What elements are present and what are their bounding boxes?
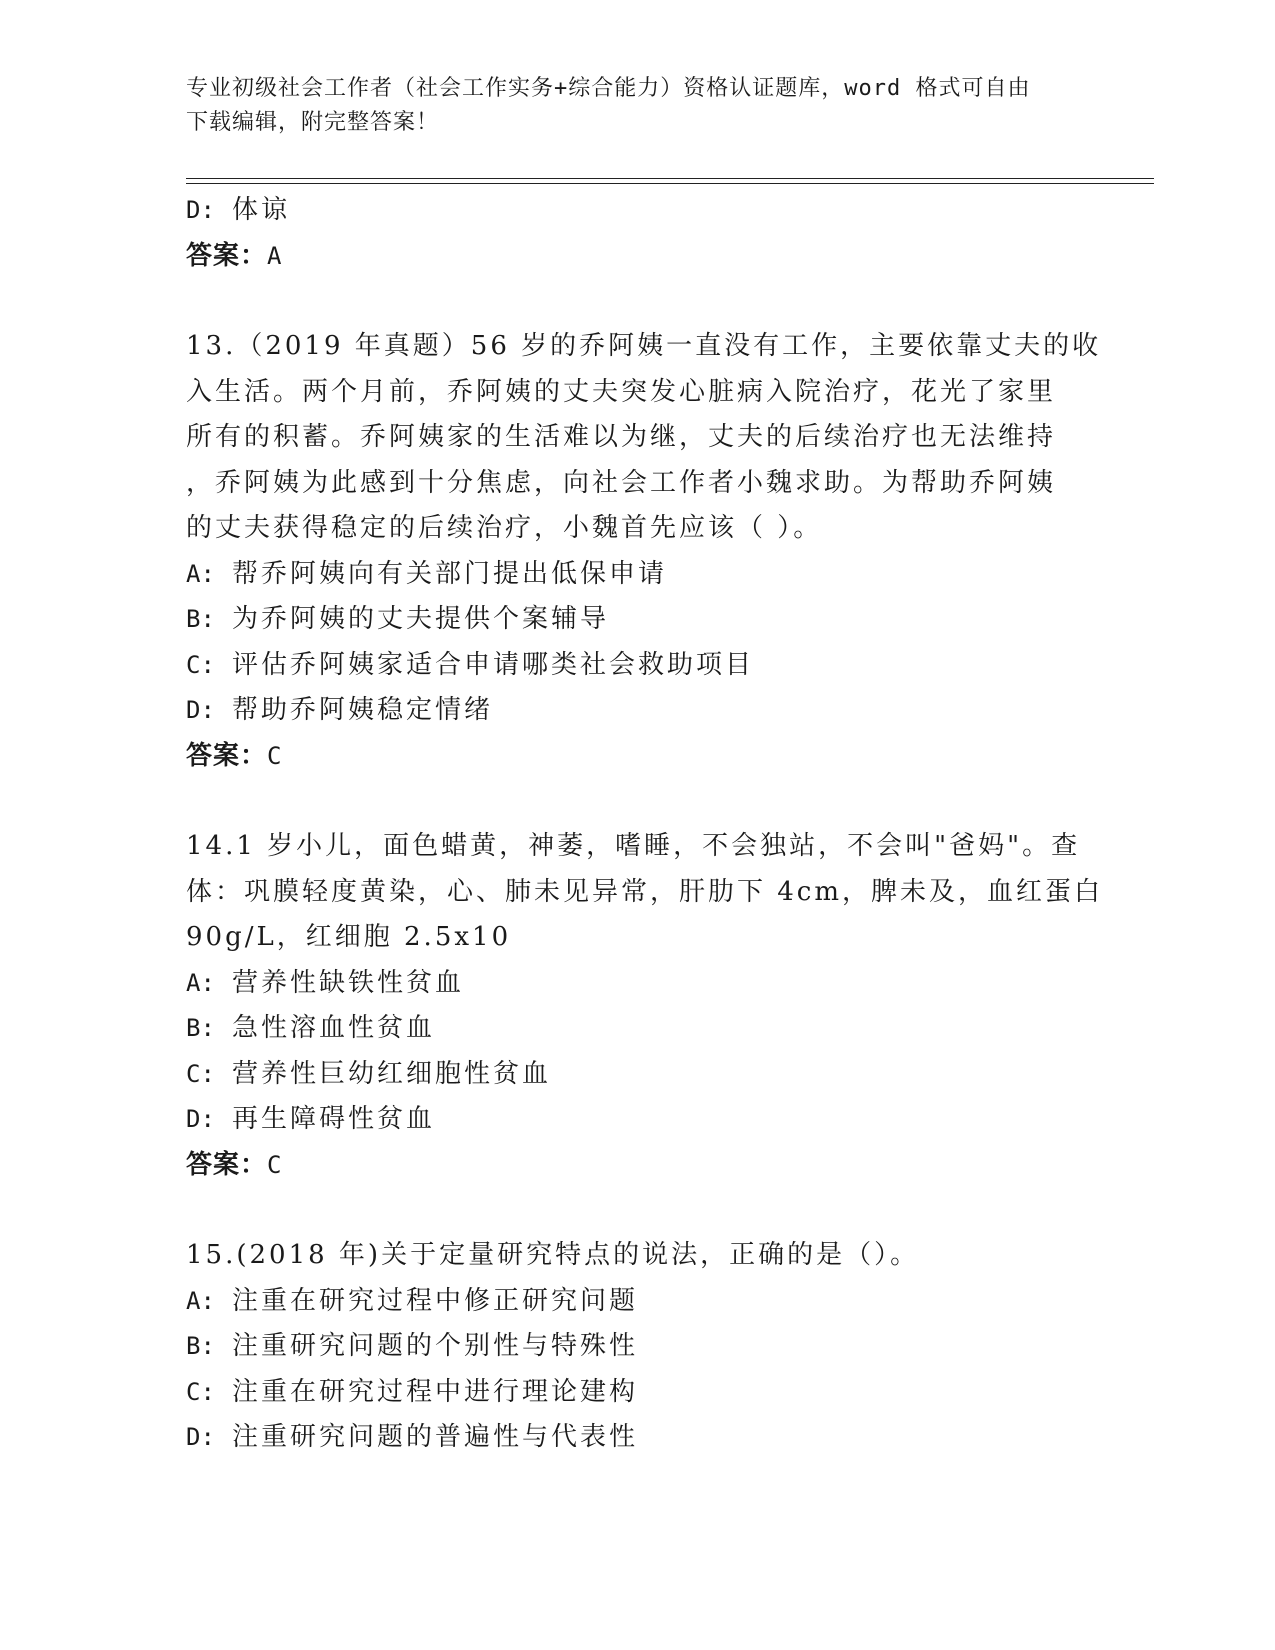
option-text: 帮乔阿姨向有关部门提出低保申请 bbox=[232, 558, 668, 589]
option-text: 注重研究问题的个别性与特殊性 bbox=[232, 1331, 639, 1361]
option-b bbox=[186, 597, 1086, 643]
option-text: 注重在研究过程中进行理论建构 bbox=[232, 1376, 639, 1407]
option-text: 营养性缺铁性贫血 bbox=[232, 967, 465, 998]
spacer bbox=[186, 1188, 1086, 1233]
spacer bbox=[186, 279, 1086, 324]
answer-label: 答案： bbox=[186, 1149, 268, 1180]
question-stem-line: 14.1 岁小儿，面色蜡黄，神萎，嗜睡，不会独站，不会叫"爸妈"。查 bbox=[186, 831, 1081, 861]
option-prefix: A: bbox=[186, 559, 215, 588]
option-text: 评估乔阿姨家适合申请哪类社会救助项目 bbox=[232, 649, 755, 680]
option-prefix: A: bbox=[186, 968, 215, 997]
question-12-tail bbox=[186, 188, 1086, 279]
answer-line bbox=[186, 1143, 1086, 1189]
option-a bbox=[186, 961, 1086, 1007]
option-c bbox=[186, 1052, 1086, 1098]
question-stem-line: 15.(2018 年)关于定量研究特点的说法，正确的是（）。 bbox=[186, 1240, 920, 1270]
header-divider-top bbox=[186, 178, 1154, 179]
option-c bbox=[186, 643, 1086, 689]
option-a bbox=[186, 1279, 1086, 1325]
option-text: 帮助乔阿姨稳定情绪 bbox=[232, 695, 494, 725]
question-stem-line: 入生活。两个月前，乔阿姨的丈夫突发心脏病入院治疗，花光了家里 bbox=[186, 376, 1057, 407]
question-stem-line: 所有的积蓄。乔阿姨家的生活难以为继，丈夫的后续治疗也无法维持 bbox=[186, 422, 1057, 452]
option-text: 注重在研究过程中修正研究问题 bbox=[232, 1285, 639, 1316]
question-14 bbox=[186, 824, 1104, 1188]
option-a bbox=[186, 552, 1086, 598]
option-d bbox=[186, 1097, 1086, 1143]
option-prefix: C: bbox=[186, 1059, 215, 1088]
answer-value: A bbox=[267, 241, 283, 270]
question-13 bbox=[186, 324, 1102, 779]
option-text: 为乔阿姨的丈夫提供个案辅导 bbox=[232, 604, 610, 634]
option-d bbox=[186, 688, 1086, 734]
option-prefix: B: bbox=[186, 605, 215, 633]
option-prefix: D: bbox=[186, 1105, 215, 1133]
option-prefix: B: bbox=[186, 1014, 215, 1042]
option-prefix: D: bbox=[186, 196, 215, 224]
option-text: 急性溶血性贫血 bbox=[232, 1013, 436, 1043]
option-b bbox=[186, 1006, 1086, 1052]
option-d bbox=[186, 1415, 1086, 1461]
answer-label: 答案： bbox=[186, 740, 268, 771]
question-stem-line: ，乔阿姨为此感到十分焦虑，向社会工作者小魏求助。为帮助乔阿姨 bbox=[186, 467, 1057, 498]
page-header bbox=[186, 72, 1086, 140]
option-prefix: A: bbox=[186, 1286, 215, 1315]
header-line-2: 下载编辑，附完整答案！ bbox=[186, 110, 440, 135]
document-body bbox=[186, 188, 1104, 1461]
question-stem-line: 的丈夫获得稳定的后续治疗，小魏首先应该（ ）。 bbox=[186, 513, 823, 543]
option-prefix: C: bbox=[186, 1377, 215, 1406]
question-stem-line: 90g/L，红细胞 2.5x10 bbox=[186, 922, 512, 952]
answer-line bbox=[186, 234, 1086, 280]
question-stem-line: 13.（2019 年真题）56 岁的乔阿姨一直没有工作，主要依靠丈夫的收 bbox=[186, 331, 1102, 361]
spacer bbox=[186, 779, 1086, 824]
option-prefix: B: bbox=[186, 1332, 215, 1360]
option-d bbox=[186, 188, 1086, 234]
option-text: 再生障碍性贫血 bbox=[232, 1104, 436, 1134]
answer-value: C bbox=[267, 1150, 283, 1179]
option-text: 注重研究问题的普遍性与代表性 bbox=[232, 1422, 639, 1452]
option-b bbox=[186, 1324, 1086, 1370]
option-prefix: D: bbox=[186, 1423, 215, 1451]
question-stem-line: 体：巩膜轻度黄染，心、肺未见异常，肝肋下 4cm，脾未及，血红蛋白 bbox=[186, 876, 1104, 907]
option-prefix: C: bbox=[186, 650, 215, 679]
header-divider-bottom bbox=[186, 183, 1154, 184]
option-text: 营养性巨幼红细胞性贫血 bbox=[232, 1058, 552, 1089]
header-line-1: 专业初级社会工作者（社会工作实务+综合能力）资格认证题库，word 格式可自由 bbox=[186, 76, 1031, 101]
answer-value: C bbox=[267, 741, 283, 770]
option-c bbox=[186, 1370, 1086, 1416]
answer-label: 答案： bbox=[186, 240, 268, 271]
answer-line bbox=[186, 734, 1086, 780]
option-text: 体谅 bbox=[232, 195, 291, 225]
option-prefix: D: bbox=[186, 696, 215, 724]
question-15 bbox=[186, 1233, 1086, 1461]
